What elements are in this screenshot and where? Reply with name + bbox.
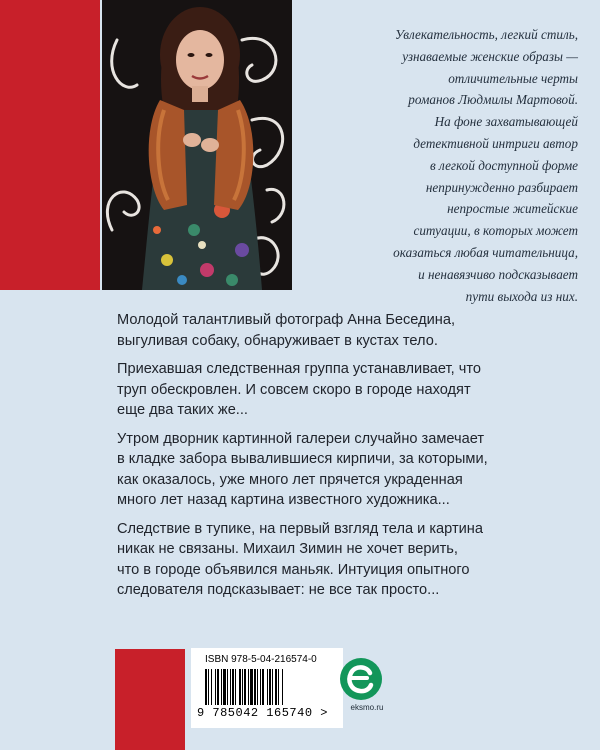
barcode-bar xyxy=(211,669,212,705)
synopsis-line: Следствие в тупике, на первый взгляд тела и картина xyxy=(117,520,483,537)
barcode-bar xyxy=(260,669,261,705)
barcode-bar xyxy=(248,669,249,705)
barcode-bar xyxy=(223,669,226,705)
barcode-bars-icon xyxy=(205,669,329,705)
barcode-bar xyxy=(272,669,273,705)
synopsis-line: Молодой талантливый фотограф Анна Беседина, xyxy=(117,312,455,328)
synopsis-line: никак не связаны. Михаил Зимин не хочет верить, xyxy=(117,541,458,557)
barcode-bar xyxy=(278,669,279,705)
barcode-bar xyxy=(254,669,256,705)
barcode-bar xyxy=(262,669,264,705)
synopsis-line: Утром дворник картинной галереи случайно замечает xyxy=(117,430,485,447)
synopsis-line: еще два таких же... xyxy=(117,402,248,418)
blurb-line: отличительные черты xyxy=(448,70,578,86)
blurb-line: романов Людмилы Мартовой. xyxy=(408,92,578,108)
synopsis-line: выгуливая собаку, обнаруживает в кустах тело. xyxy=(117,332,438,349)
barcode-digits: 9 785042 165740 > xyxy=(197,706,328,720)
red-accent-bottom xyxy=(115,649,185,750)
barcode-bar xyxy=(205,669,207,705)
synopsis-line: много лет назад картина известного художника... xyxy=(117,492,450,508)
red-accent-top xyxy=(0,0,100,290)
synopsis-paragraph xyxy=(117,359,497,421)
barcode-bar xyxy=(269,669,271,705)
author-blurb xyxy=(296,24,578,307)
barcode-bar xyxy=(230,669,231,705)
barcode-bar xyxy=(250,669,253,705)
barcode-bar xyxy=(232,669,234,705)
barcode-bar xyxy=(208,669,209,705)
author-photo xyxy=(102,0,292,290)
blurb-line: детективной интриги автор xyxy=(413,135,578,151)
barcode-bar xyxy=(235,669,236,705)
barcode-bar xyxy=(275,669,277,705)
synopsis xyxy=(117,310,497,609)
barcode-bar xyxy=(267,669,268,705)
barcode-bar xyxy=(227,669,228,705)
isbn-label: ISBN 978-5-04-216574-0 xyxy=(205,654,317,665)
synopsis-paragraph xyxy=(117,519,497,601)
synopsis-line: Приехавшая следственная группа устанавливает, что xyxy=(117,361,481,377)
blurb-line: ситуации, в которых может xyxy=(413,223,578,239)
blurb-line: оказаться любая читательница, xyxy=(393,244,578,260)
blurb-line: и ненавязчиво подсказывает xyxy=(418,266,578,282)
barcode-bar xyxy=(244,669,246,705)
publisher-site: eksmo.ru xyxy=(350,703,384,712)
eksmo-logo-icon xyxy=(339,657,383,701)
blurb-line: пути выхода из них. xyxy=(465,288,578,304)
barcode-bar xyxy=(217,669,219,705)
blurb-line: узнаваемые женские образы — xyxy=(402,48,578,64)
barcode-bar xyxy=(215,669,216,705)
barcode-bar xyxy=(282,669,283,705)
isbn-barcode xyxy=(191,648,343,728)
blurb-line: На фоне захватывающей xyxy=(434,114,578,130)
blurb-line: непростые житейские xyxy=(447,201,578,217)
blurb-line: в легкой доступной форме xyxy=(429,157,578,173)
synopsis-line: в кладке забора вывалившиеся кирпичи, за которыми, xyxy=(117,451,488,467)
barcode-bar xyxy=(257,669,258,705)
barcode-bar xyxy=(221,669,222,705)
synopsis-paragraph xyxy=(117,310,497,351)
blurb-line: Увлекательность, легкий стиль, xyxy=(394,27,578,42)
synopsis-paragraph xyxy=(117,429,497,511)
barcode-bar xyxy=(239,669,241,705)
synopsis-line: как оказалось, уже много лет прячется украденная xyxy=(117,471,463,488)
synopsis-line: следователя подсказывает: не все так просто... xyxy=(117,582,440,598)
blurb-line: непринужденно разбирает xyxy=(425,179,578,195)
synopsis-line: труп обескровлен. И совсем скоро в городе находят xyxy=(117,381,471,398)
barcode-bar xyxy=(242,669,243,705)
synopsis-line: что в городе объявился маньяк. Интуиция опытного xyxy=(117,561,470,578)
author-portrait-icon xyxy=(102,0,292,290)
